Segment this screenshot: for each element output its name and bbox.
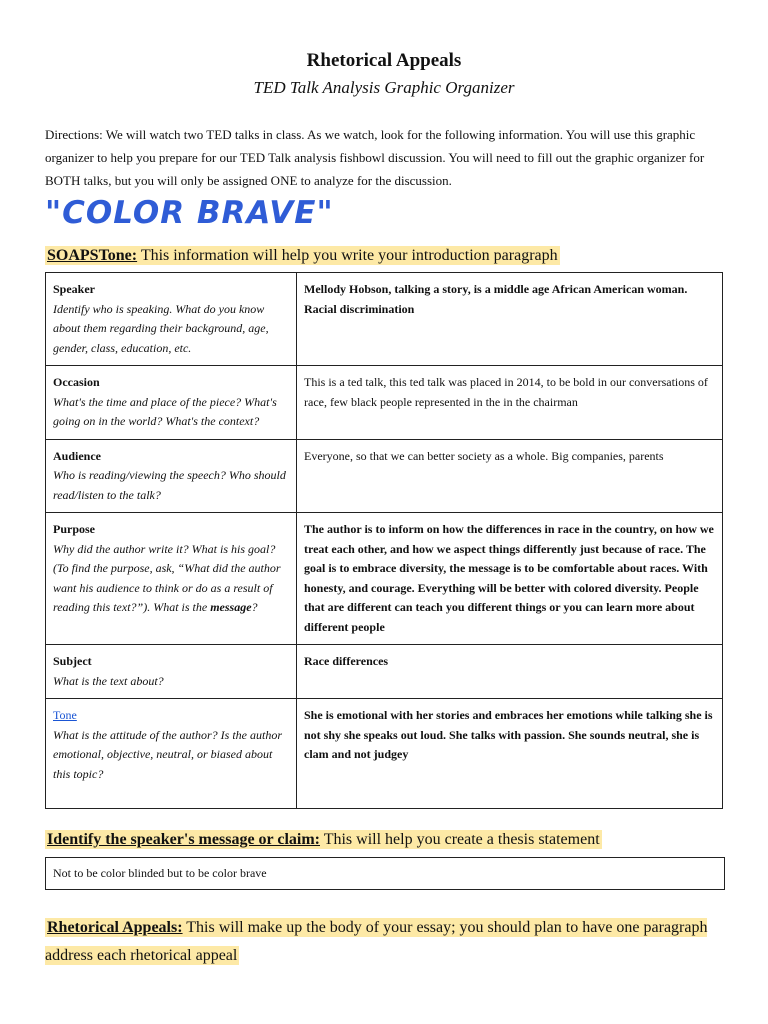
purpose-label: Purpose (53, 522, 95, 536)
tone-prompt-cell (46, 699, 297, 809)
occasion-hint: What's the time and place of the piece? What's going on in the world? What's the context? (53, 394, 277, 428)
purpose-hint-end: ? (251, 600, 258, 614)
soapstone-highlight (45, 246, 560, 265)
claim-answer-box[interactable]: Not to be color blinded but to be color brave (45, 857, 725, 890)
table-row (46, 513, 723, 645)
occasion-label: Occasion (53, 375, 100, 389)
subject-prompt-cell (46, 645, 297, 699)
purpose-answer: The author is to inform on how the differences in race in the country, on how we treat each other, and how we aspect things differently just because of race. The goal is to embrace diversity, the message is to be comfortable about races. With honesty, and courage. Everything will be better with colored diversity. People that are different can teach you different things or you can learn more about different people (304, 522, 714, 634)
speaker-prompt-cell (46, 273, 297, 366)
talk-title: "COLOR BRAVE" (45, 195, 334, 231)
page-title: Rhetorical Appeals (306, 50, 462, 71)
claim-highlight (45, 830, 602, 849)
page-subtitle: TED Talk Analysis Graphic Organizer (253, 78, 515, 97)
directions-paragraph: Directions: We will watch two TED talks in class. As we watch, look for the following information. You will use this graphic organizer to help you prepare for our TED Talk analysis fishbowl discussion. You will need to fill out the graphic organizer for BOTH talks, but you will only be assigned ONE to analyze for the discussion. (45, 127, 705, 188)
table-row (46, 439, 723, 513)
soapstone-heading-line (45, 244, 560, 268)
occasion-prompt-cell (46, 366, 297, 440)
purpose-hint-message: message (210, 600, 252, 614)
tone-link[interactable]: Tone (53, 708, 77, 722)
table-row (46, 273, 723, 366)
subject-answer-cell[interactable] (297, 645, 723, 699)
purpose-prompt-cell (46, 513, 297, 645)
tone-hint: What is the attitude of the author? Is the author emotional, objective, neutral, or biased about this topic? (53, 727, 282, 781)
claim-heading-line (45, 828, 602, 852)
audience-answer-cell[interactable] (297, 439, 723, 513)
audience-label: Audience (53, 448, 101, 463)
purpose-hint-text: Why did the author write it? What is his goal? (To find the purpose, ask, “What did the author want his audience to think or do as a result of reading this text?”). What is the (53, 541, 281, 614)
table-row (46, 699, 723, 809)
occasion-answer: This is a ted talk, this ted talk was placed in 2014, to be bold in our conversations of race, few black people represented in the in the chairman (304, 375, 708, 409)
subject-answer: Race differences (304, 654, 389, 668)
soapstone-table (45, 272, 723, 809)
purpose-answer-cell[interactable] (297, 513, 723, 645)
appeals-heading-text: This will make up the body of your essay; you should plan to have one paragraph address each rhetorical appeal (45, 919, 708, 964)
claim-heading: Identify the speaker's message or claim: (47, 831, 320, 848)
tone-answer: She is emotional with her stories and embraces her emotions while talking she is not shy she speaks out loud. She talks with passion. She sounds neutral, she is clam and not judgey (304, 708, 713, 761)
appeals-heading: Rhetorical Appeals: (47, 919, 183, 936)
appeals-highlight (45, 918, 707, 965)
table-row (46, 366, 723, 440)
subject-hint: What is the text about? (53, 673, 164, 688)
speaker-answer-cell[interactable] (297, 273, 723, 366)
speaker-label: Speaker (53, 282, 95, 296)
soapstone-heading: SOAPSTone: (47, 247, 138, 264)
speaker-hint: Identify who is speaking. What do you know about them regarding their background, age, gender, class, education, etc. (53, 301, 269, 355)
purpose-hint (53, 540, 289, 618)
audience-prompt-cell (46, 439, 297, 513)
subject-label: Subject (53, 654, 92, 668)
table-row (46, 645, 723, 699)
appeals-heading-line (45, 914, 725, 970)
occasion-answer-cell[interactable] (297, 366, 723, 440)
speaker-answer: Mellody Hobson, talking a story, is a middle age African American woman. Racial discrimination (304, 282, 688, 316)
tone-answer-cell[interactable] (297, 699, 723, 809)
claim-heading-text: This will help you create a thesis statement (320, 831, 600, 848)
audience-answer: Everyone, so that we can better society as a whole. Big companies, parents (304, 448, 664, 463)
soapstone-heading-text: This information will help you write your introduction paragraph (137, 247, 558, 264)
audience-hint: Who is reading/viewing the speech? Who should read/listen to the talk? (53, 468, 286, 502)
